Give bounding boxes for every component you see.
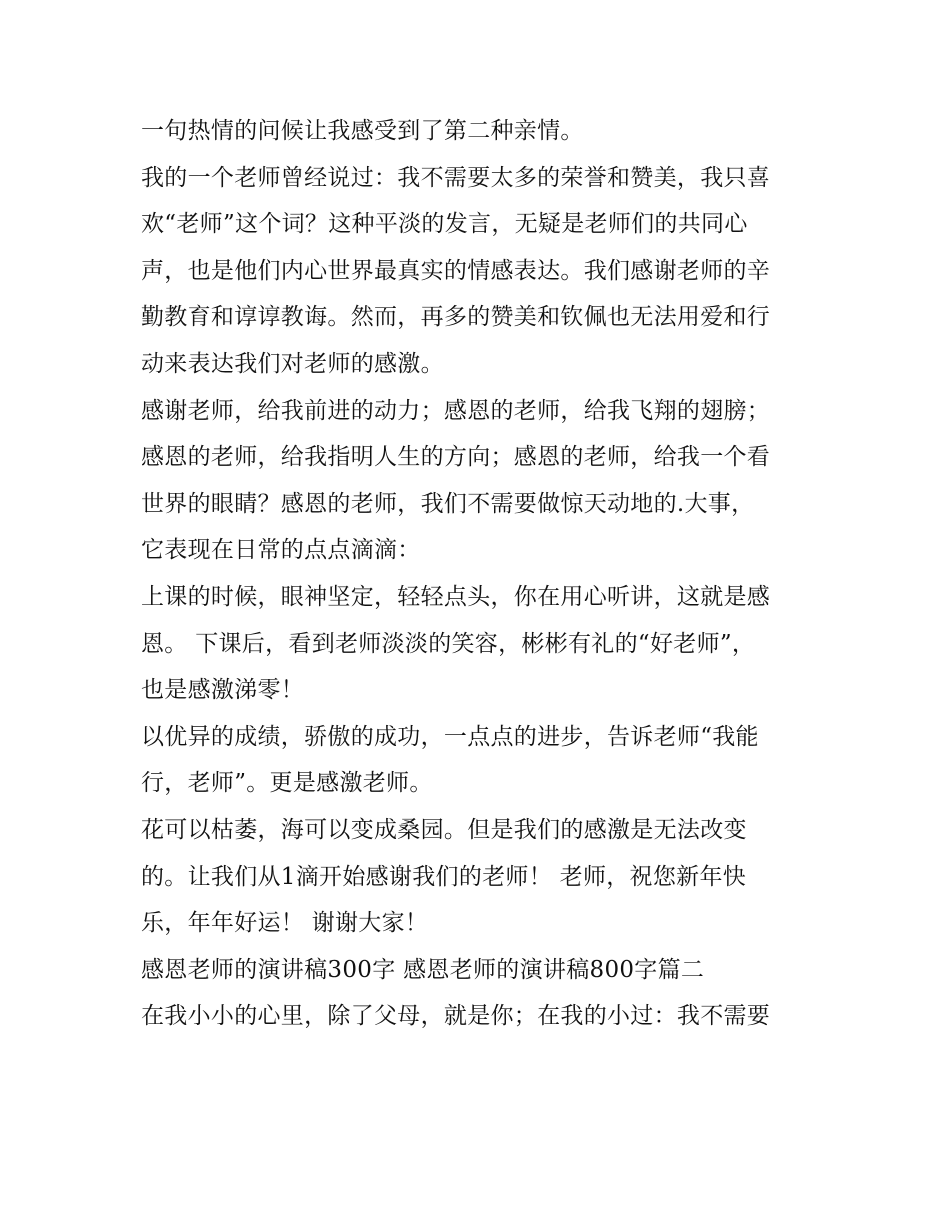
document-body [141,108,821,1040]
text-line: 也是感激涕零！ [141,677,305,704]
text-line: 声，也是他们内心世界最真实的情感表达。我们感谢老师的辛 [141,257,771,284]
text-line: 行，老师”。更是感激老师。 [141,770,433,797]
text-line: 乐，年年好运！ 谢谢大家！ [141,910,429,937]
text-line: 花可以枯萎，海可以变成桑园。但是我们的感激是无法改变 [141,816,747,843]
text-line: 在我小小的心里，除了父母，就是你；在我的小过：我不需要 [141,1003,771,1030]
text-line: 它表现在日常的点点滴滴： [141,537,421,564]
text-line: 感恩的老师，给我指明人生的方向；感恩的老师，给我一个看 [141,444,771,471]
text-line: 勤教育和谆谆教诲。然而，再多的赞美和钦佩也无法用爱和行 [141,304,771,331]
text-line: 感谢老师，给我前进的动力；感恩的老师，给我飞翔的翅膀； [141,397,771,424]
text-line: 恩。 下课后，看到老师淡淡的笑容，彬彬有礼的“好老师”， [141,630,756,657]
text-line: 上课的时候，眼神坚定，轻轻点头，你在用心听讲，这就是感 [141,583,771,610]
text-line: 以优异的成绩，骄傲的成功，一点点的进步，告诉老师“我能 [141,723,759,750]
text-line: 世界的眼睛？感恩的老师，我们不需要做惊天动地的.大事， [141,490,755,517]
text-line: 动来表达我们对老师的感激。 [141,350,444,377]
text-line: 的。让我们从1滴开始感谢我们的老师！ 老师，祝您新年快 [141,863,747,890]
text-line: 一句热情的问候让我感受到了第二种亲情。 [141,118,584,144]
text-line: 我的一个老师曾经说过：我不需要太多的荣誉和赞美，我只喜 [141,164,771,191]
text-line: 欢“老师”这个词？这种平淡的发言，无疑是老师们的共同心 [141,211,748,238]
section-heading: 感恩老师的演讲稿300字 感恩老师的演讲稿800字篇二 [141,956,705,983]
